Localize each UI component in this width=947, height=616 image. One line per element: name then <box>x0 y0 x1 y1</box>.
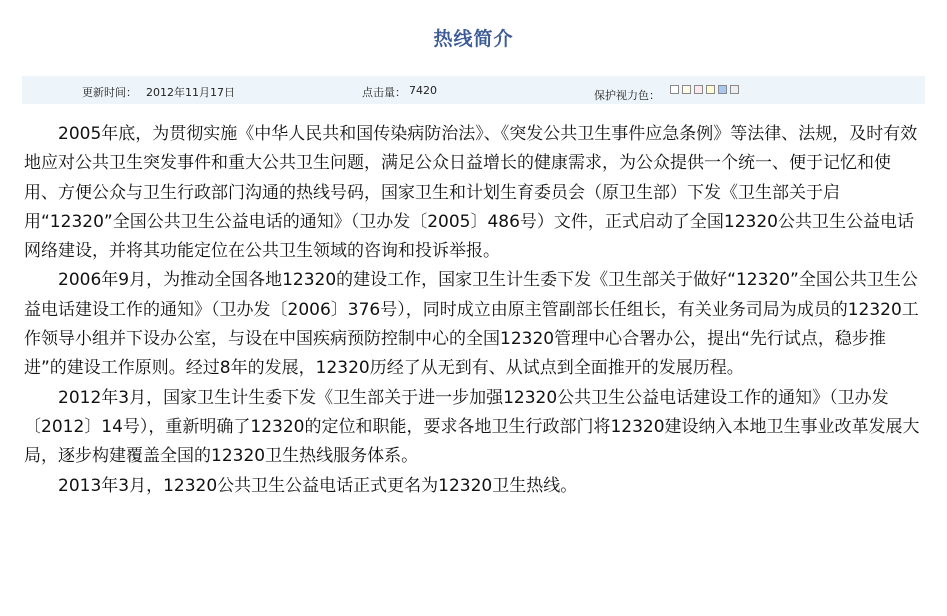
color-swatch-light-yellow[interactable] <box>682 85 691 94</box>
article-paragraph: 2013年3月，12320公共卫生公益电话正式更名为12320卫生热线。 <box>58 475 578 496</box>
update-time-label: 更新时间： <box>82 86 137 99</box>
article-body <box>24 120 924 501</box>
eye-protect-color-swatches <box>670 85 739 94</box>
article-paragraph: 2005年底，为贯彻实施《中华人民共和国传染病防治法》、《突发公共卫生事件应急条例》等法律、法规，及时有效地应对公共卫生突发事件和重大公共卫生问题，满足公众日益增长的健康需求，为公众提供一个统一、便于记忆和使用、方便公众与卫生行政部门沟通的热线号码，国家卫生和计划生育委员会（原卫生部）下发《卫生部关于启用“12320”全国公共卫生公益电话的通知》（卫办发〔2005〕486号）文件，正式启动了全国12320公共卫生公益电话网络建设，并将其功能定位在公共卫生领域的咨询和投诉举报。 <box>24 124 918 262</box>
page-title: 热线简介 <box>433 28 514 50</box>
color-swatch-light-blue[interactable] <box>718 85 727 94</box>
article-paragraph: 2006年9月，为推动全国各地12320的建设工作，国家卫生计生委下发《卫生部关于做好“12320”全国公共卫生公益电话建设工作的通知》（卫办发〔2006〕376号），同时成立由原主管副部长任组长，有关业务司局为成员的12320工作领导小组并下设办公室，与设在中国疾病预防控制中心的全国12320管理中心合署办公，提出“先行试点，稳步推进”的建设工作原则。经过8年的发展，12320历经了从无到有、从试点到全面推开的发展历程。 <box>24 270 919 379</box>
article-paragraph: 2012年3月，国家卫生计生委下发《卫生部关于进一步加强12320公共卫生公益电话建设工作的通知》（卫办发〔2012〕14号），重新明确了12320的定位和职能，要求各地卫生行政部门将12320建设纳入本地卫生事业改革发展大局，逐步构建覆盖全国的12320卫生热线服务体系。 <box>24 387 920 467</box>
hit-count-label: 点击量： <box>362 86 406 99</box>
update-time-value: 2012年11月17日 <box>146 86 235 99</box>
article-meta-bar <box>22 76 925 104</box>
color-swatch-light-yellow-2[interactable] <box>706 85 715 94</box>
eye-protect-color-label: 保护视力色： <box>594 89 660 102</box>
color-swatch-white[interactable] <box>670 85 679 94</box>
color-swatch-light-pink[interactable] <box>694 85 703 94</box>
hit-count-value: 7420 <box>409 84 437 97</box>
color-swatch-light-gray[interactable] <box>730 85 739 94</box>
